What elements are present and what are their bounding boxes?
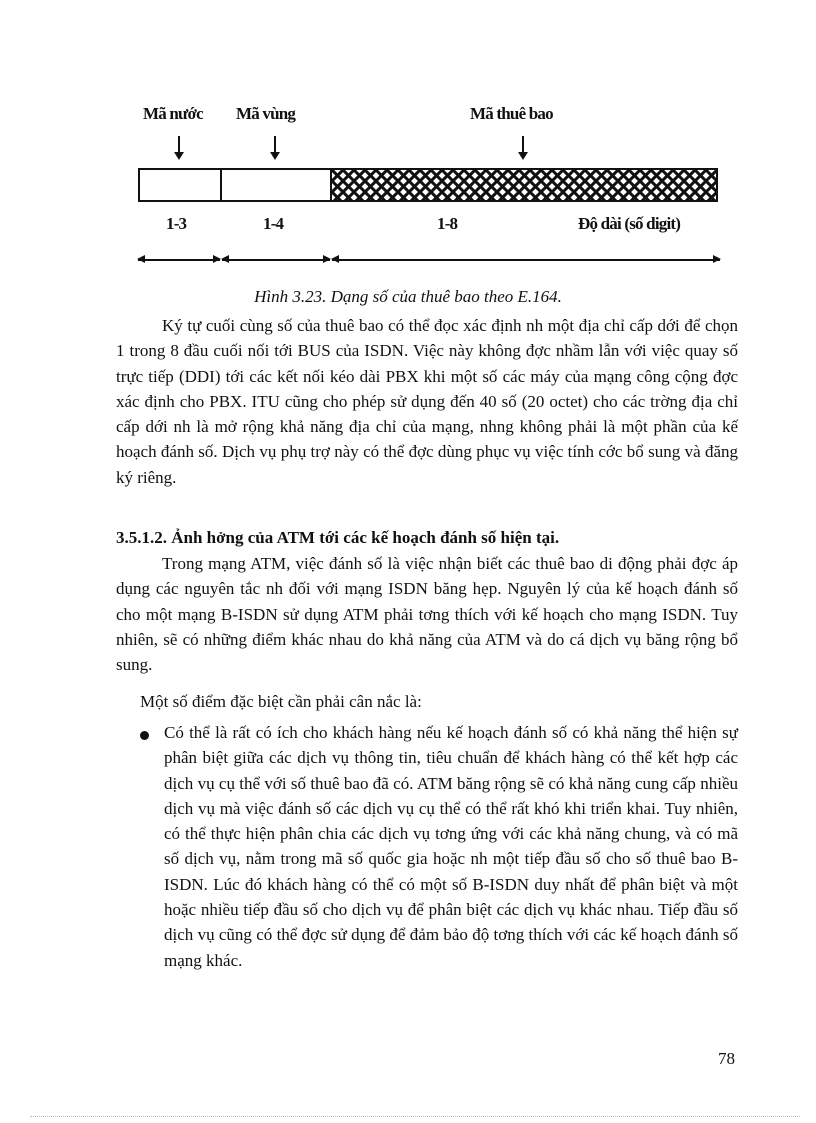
label-subscriber-number: Mã thuê bao xyxy=(470,104,553,123)
bullet-item-service-distinction: Có thể là rất có ích cho khách hàng nếu kế hoạch đánh số có khả năng thể hiện sự phân biệt giữa các dịch vụ thông tin, tiêu chuẩn để khách hàng có thể kết hợp các dịch vụ cụ thể với số thuê bao đã có. ATM băng rộng sẽ có khả năng cung cấp nhiều dịch vụ mà việc đánh số các dịch vụ cụ thể có thể rất khó khi triển khai. Tuy nhiên, có thể thực hiện phân chia các dịch vụ tơng ứng với các khả năng chung, và có mã số dịch vụ, nằm trong mã số quốc gia hoặc nh một tiếp đầu số cho số thuê bao B-ISDN. Lúc đó khách hàng có thể có một số B-ISDN duy nhất để phân biệt và một hoặc nhiều tiếp đầu số cho dịch vụ để phân biệt các dịch vụ khác nhau. Tiếp đầu số dịch vụ cũng có thể đợc sử dụng để đảm bảo độ tơng thích với các kế hoạch đánh số mạng khác. xyxy=(164,723,738,970)
length-unit-label: Độ dài (số digit) xyxy=(578,214,681,233)
label-area-code: Mã vùng xyxy=(236,104,296,123)
country-code-field xyxy=(138,168,222,202)
figure-caption: Hình 3.23. Dạng số của thuê bao theo E.164. xyxy=(254,287,562,306)
length-country: 1-3 xyxy=(166,214,187,233)
page-number: 78 xyxy=(718,1049,735,1068)
length-subscriber: 1-8 xyxy=(437,214,458,233)
e164-number-format-diagram xyxy=(0,0,816,290)
subscriber-number-field xyxy=(330,168,718,202)
label-country-code: Mã nước xyxy=(143,104,203,123)
section-heading: 3.5.1.2. Ảnh hởng của ATM tới các kế hoạch đánh số hiện tại. xyxy=(116,528,560,547)
arrow-down-icon xyxy=(274,136,276,158)
crosshatch-pattern xyxy=(332,170,718,202)
arrow-down-icon xyxy=(178,136,180,158)
area-code-field xyxy=(220,168,332,202)
span-arrow-subscriber xyxy=(332,259,720,261)
length-area: 1-4 xyxy=(263,214,284,233)
bullet-icon xyxy=(140,731,149,740)
span-arrow-area xyxy=(222,259,330,261)
paragraph-special-points: Một số điểm đặc biệt cần phải cân nắc là: xyxy=(140,692,422,711)
footer-divider xyxy=(30,1116,800,1117)
arrow-down-icon xyxy=(522,136,524,158)
paragraph-atm-numbering: Trong mạng ATM, việc đánh số là việc nhận biết các thuê bao di động phải đợc áp dụng các nguyên tắc nh đối với mạng ISDN băng hẹp. Nguyên lý của kế hoạch đánh số cho một mạng B-ISDN sử dụng ATM phải tơng thích với kế hoạch cho mạng ISDN. Tuy nhiên, sẽ có những điểm khác nhau do khả năng của ATM và do cá dịch vụ băng rộng bổ sung. xyxy=(116,554,738,675)
paragraph-subaddress: Ký tự cuối cùng số của thuê bao có thể đọc xác định nh một địa chỉ cấp dới để chọn 1 trong 8 đầu cuối nối tới BUS của ISDN. Việc này không đợc nhầm lẫn với việc quay số trực tiếp (DDI) tới các kết nối kéo dài PBX khi một số các máy của mạng công cộng đợc xác định cho PBX. ITU cũng cho phép sử dụng đến 40 số (20 octet) cho các trờng địa chỉ cấp dới nh là mở rộng khả năng địa chỉ của mạng, nhng không phải là một phần của kế hoạch đánh số. Dịch vụ phụ trợ này có thể đợc dùng phục vụ việc tính cớc bổ sung và đăng ký riêng. xyxy=(116,316,738,487)
span-arrow-country xyxy=(138,259,220,261)
